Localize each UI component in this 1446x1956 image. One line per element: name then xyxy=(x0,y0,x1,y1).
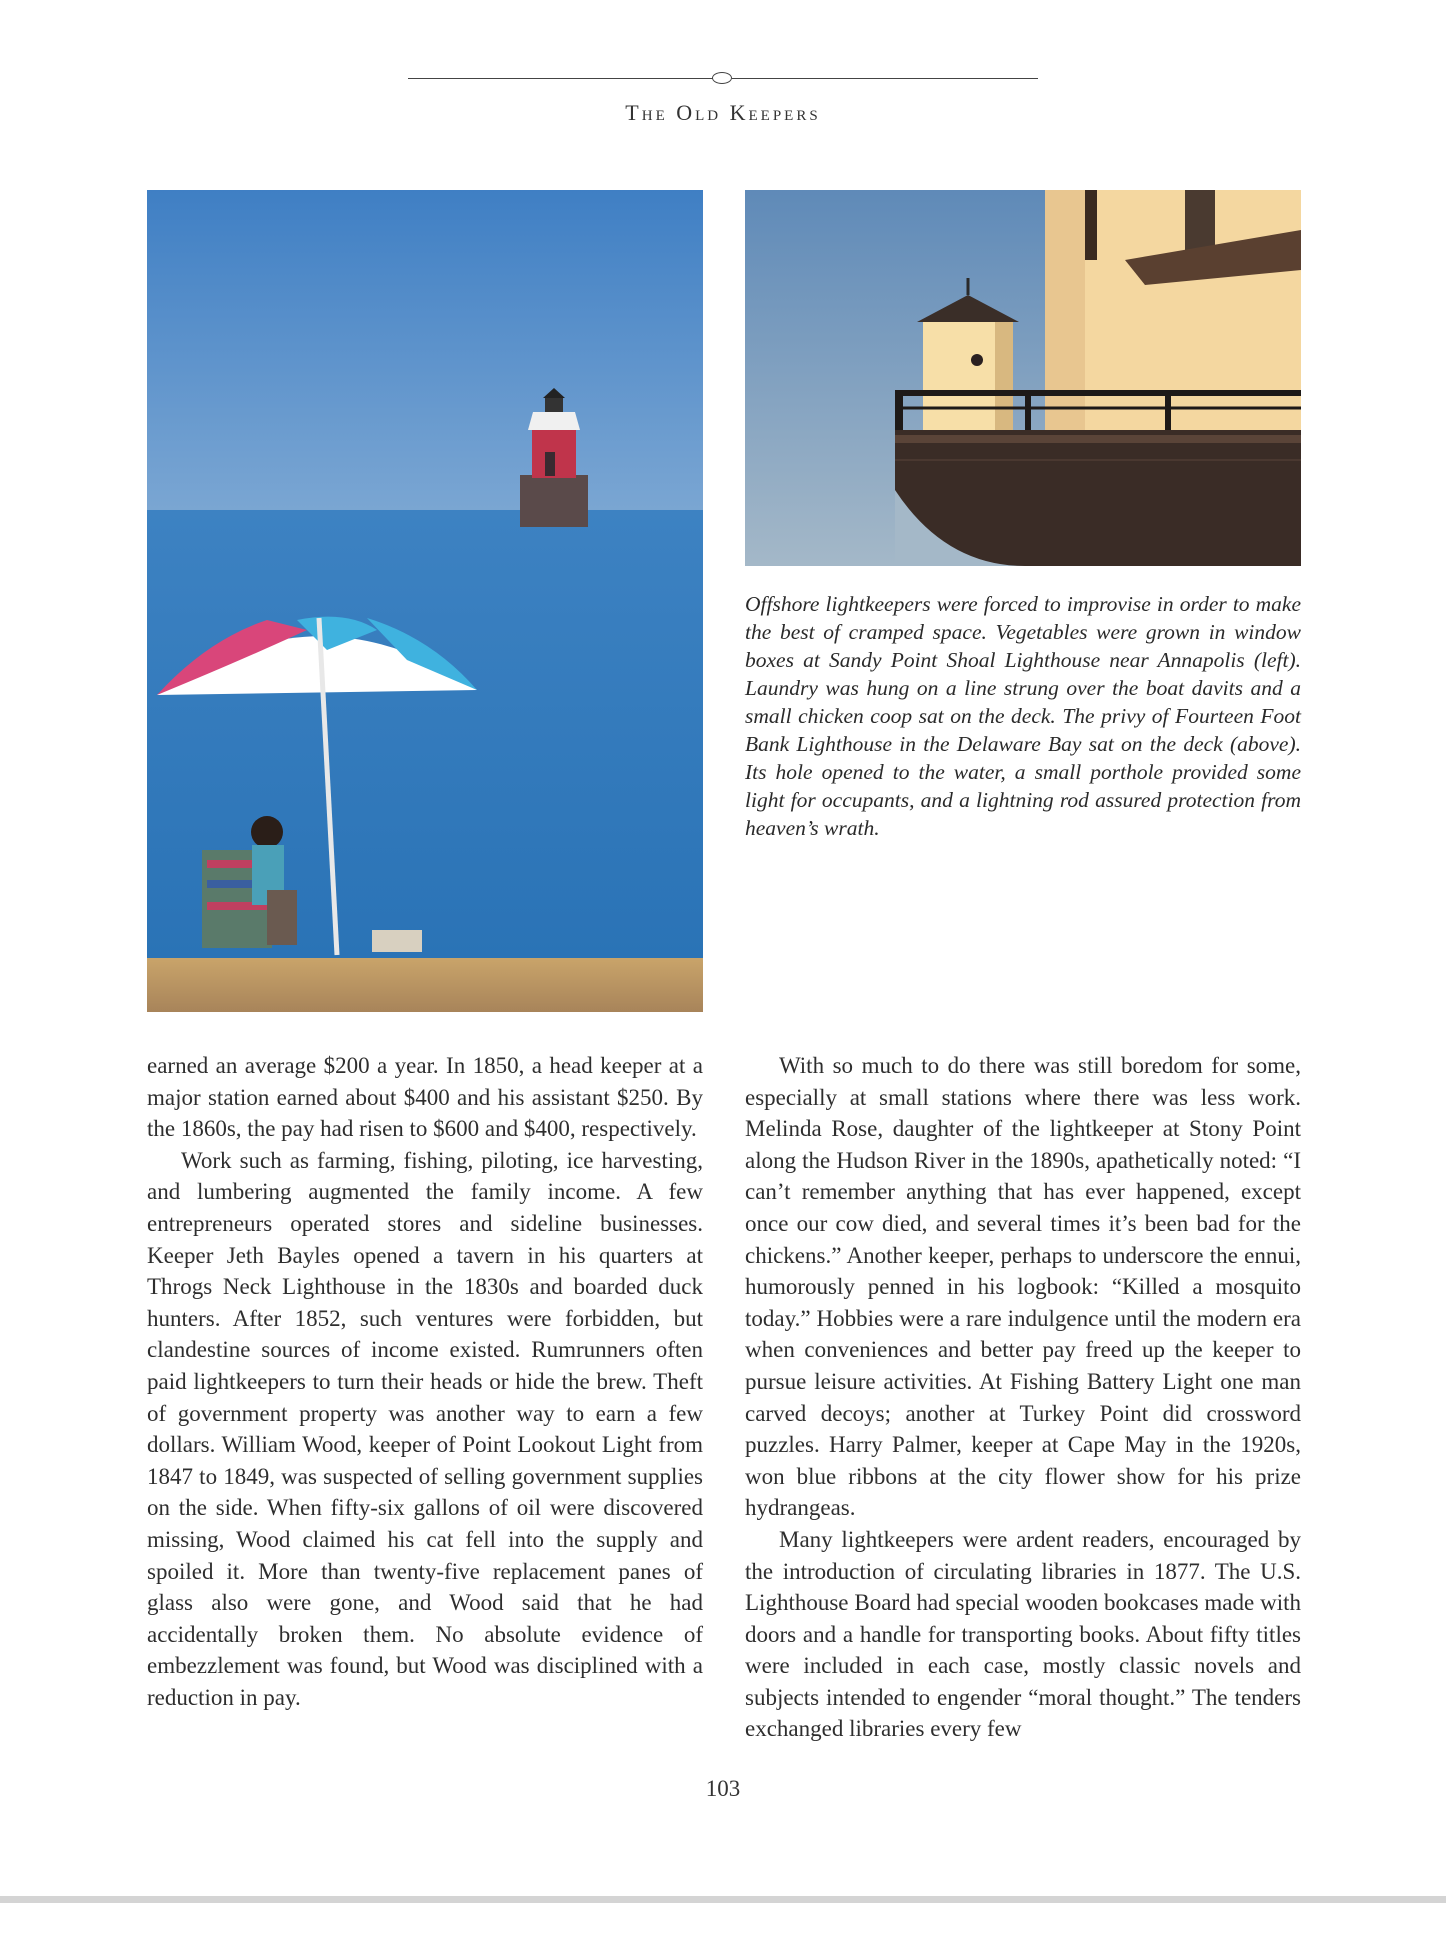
page-bottom-bar xyxy=(0,1896,1446,1903)
photo-sandy-point-lighthouse xyxy=(147,190,703,1012)
body-paragraph: earned an average $200 a year. In 1850, a head keeper at a major station earned about $400 and his assistant $250. By the 1860s, the pay had risen to $600 and $400, respectively. xyxy=(147,1053,703,1142)
body-column-right xyxy=(745,1050,1301,1745)
photo-fourteen-foot-bank-privy xyxy=(745,190,1301,566)
body-column-left xyxy=(147,1050,703,1713)
header-ornament xyxy=(712,72,732,84)
body-paragraph: Work such as farming, fishing, piloting, ice harvesting, and lumbering augmented the family income. A few entrepreneurs operated stores and sideline businesses. Keeper Jeth Bayles opened a tavern in his quarters at Throgs Neck Lighthouse in the 1830s and boarded duck hunters. After 1852, such ventures were forbidden, but clandestine sources of income existed. Rumrunners often paid lightkeepers to turn their heads or hide the brew. Theft of government property was another way to earn a few dollars. William Wood, keeper of Point Lookout Light from 1847 to 1849, was suspected of selling government supplies on the side. When fifty-six gallons of oil were discovered missing, Wood claimed his cat fell into the supply and spoiled it. More than twenty-five replacement panes of glass also were gone, and Wood said that he had accidentally broken them. No absolute evidence of embezzlement was found, but Wood was disciplined with a reduction in pay. xyxy=(147,1147,703,1710)
body-paragraph: With so much to do there was still boredom for some, especially at small stations where there was less work. Melinda Rose, daughter of the lightkeeper at Stony Point along the Hudson River in the 1890s, apathetically noted: “I can’t remember anything that has ever happened, except once our cow died, and several times it’s been bad for the chickens.” Another keeper, perhaps to underscore the ennui, humorously penned in his logbook: “Killed a mosquito today.” Hobbies were a rare indulgence until the modern era when conveniences and better pay freed up the keeper to pursue leisure activities. At Fishing Battery Light one man carved decoys; another at Turkey Point did crossword puzzles. Harry Palmer, keeper at Cape May in the 1920s, won blue ribbons at the city flower show for his prize hydrangeas. xyxy=(745,1053,1301,1521)
page-number: 103 xyxy=(705,1776,741,1801)
body-paragraph: Many lightkeepers were ardent readers, encouraged by the introduction of circulating libraries in 1877. The U.S. Lighthouse Board had special wooden bookcases made with doors and a handle for transporting books. About fifty titles were included in each case, mostly classic novels and subjects intended to engender “moral thought.” The tenders exchanged libraries every few xyxy=(745,1526,1301,1742)
header-rule-right xyxy=(732,78,1038,79)
running-head: The Old Keepers xyxy=(625,100,821,125)
header-rule-left xyxy=(408,78,714,79)
photo-caption: Offshore lightkeepers were forced to improvise in order to make the best of cramped space. Vegetables were grown in window boxes at Sandy Point Shoal Lighthouse near Annapolis (left). Laundry was hung on a line strung over the boat davits and a small chicken coop sat on the deck. The privy of Fourteen Foot Bank Lighthouse in the Delaware Bay sat on the deck (above). Its hole opened to the water, a small porthole provided some light for occupants, and a lightning rod assured protection from heaven’s wrath. xyxy=(745,592,1301,840)
